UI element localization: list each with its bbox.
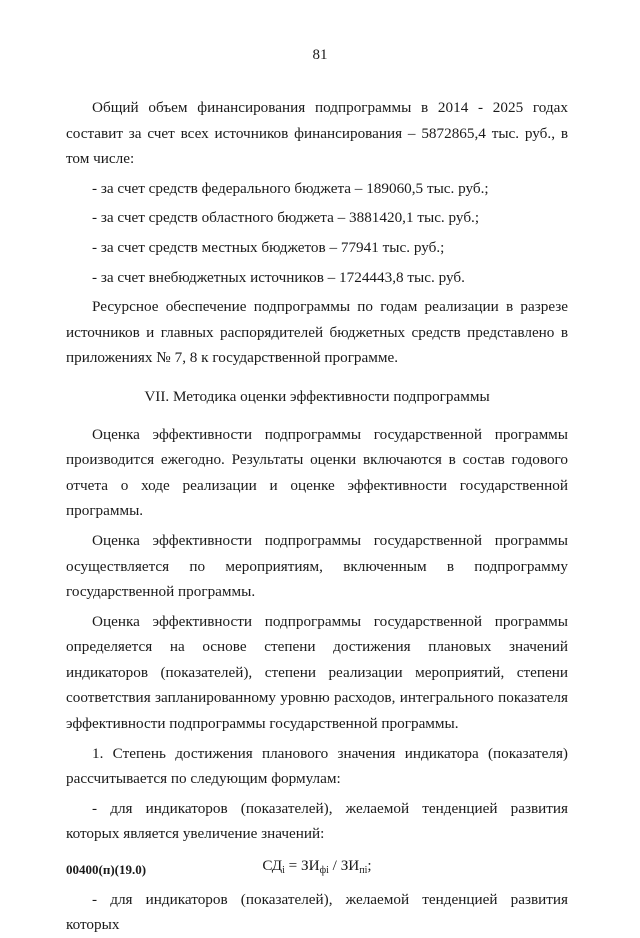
decrease-indicators-paragraph: - для индикаторов (показателей), желаемой тенденцией развития которых	[66, 890, 568, 934]
evaluation-frequency-paragraph: Оценка эффективности подпрограммы государственной программы производится ежегодно. Результаты оценки включаются в состав годового отчета о ходе реализации и оценке эффективности государственной программы.	[66, 425, 568, 520]
resource-provision-paragraph: Ресурсное обеспечение подпрограммы по годам реализации в разрезе источников и главных распорядителей бюджетных средств представлено в приложениях № 7, 8 к государственной программе.	[66, 298, 568, 367]
formula-division: / ЗИ	[328, 857, 360, 875]
list-item-local-budgets: - за счет средств местных бюджетов – 77941 тыс. руб.;	[92, 238, 445, 256]
document-body	[66, 95, 568, 938]
formula-denominator-subscript: пi	[359, 865, 368, 877]
formula-lhs: СД	[262, 857, 283, 875]
section-heading: VII. Методика оценки эффективности подпрограммы	[144, 387, 490, 405]
document-code: 00400(п)(19.0)	[66, 862, 147, 877]
list-item-extrabudgetary: - за счет внебюджетных источников – 1724443,8 тыс. руб.	[92, 268, 465, 286]
degree-of-achievement-paragraph: 1. Степень достижения планового значения индикатора (показателя) рассчитывается по следующим формулам:	[66, 744, 568, 788]
formula-equals-numerator: = ЗИ	[284, 857, 320, 875]
evaluation-scope-paragraph: Оценка эффективности подпрограммы государственной программы осуществляется по мероприятиям, включенным в подпрограмму государственной программы.	[66, 531, 568, 601]
evaluation-basis-paragraph: Оценка эффективности подпрограммы государственной программы определяется на основе степени достижения плановых значений индикаторов (показателей), степени реализации мероприятий, степени соответствия запланированному уровню расходов, интегрального показателя эффективности подпрограммы государственной программы.	[66, 612, 568, 733]
list-item-regional-budget: - за счет средств областного бюджета – 3881420,1 тыс. руб.;	[92, 209, 480, 227]
list-item-federal-budget: - за счет средств федерального бюджета – 189060,5 тыс. руб.;	[92, 179, 489, 197]
formula-end: ;	[367, 857, 372, 875]
page-number: 81	[312, 47, 328, 63]
formula-numerator-subscript: фi	[319, 865, 329, 877]
financing-total-paragraph: Общий объем финансирования подпрограммы в 2014 - 2025 годах составит за счет всех источников финансирования – 5872865,4 тыс. руб., в том числе:	[66, 99, 568, 168]
formula-lhs-subscript: i	[282, 865, 285, 877]
increase-indicators-paragraph: - для индикаторов (показателей), желаемой тенденцией развития которых является увеличение значений:	[66, 799, 568, 843]
